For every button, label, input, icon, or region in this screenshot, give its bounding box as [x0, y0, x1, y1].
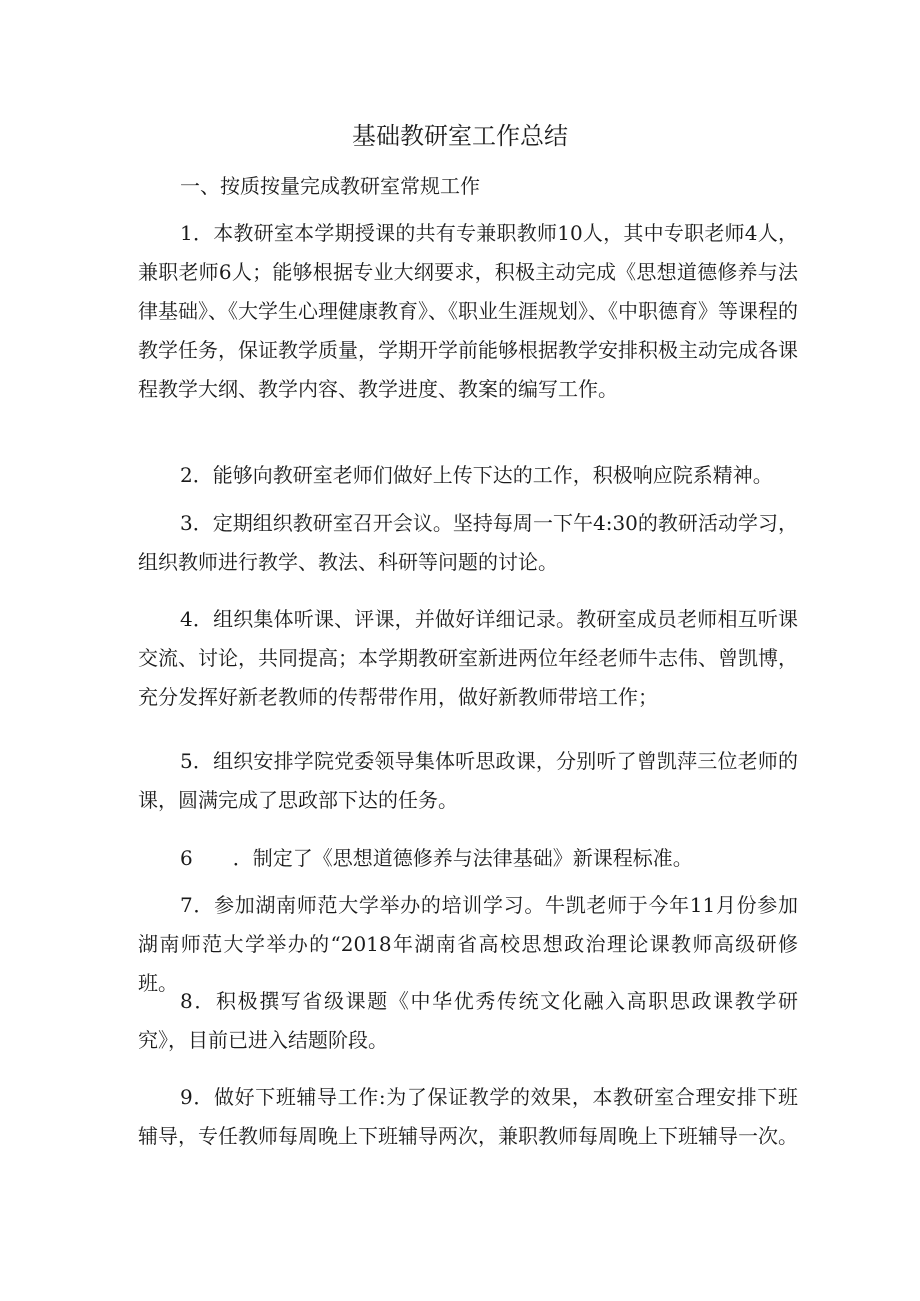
paragraph-4: 4．组织集体听课、评课，并做好详细记录。教研室成员老师相互听课交流、讨论，共同提高；本学期教研室新进两位年经老师牛志伟、曾凯博，充分发挥好新老教师的传帮带作用，做好新教师带培工作； [138, 607, 798, 709]
section-heading: 一、按质按量完成教研室常规工作 [180, 174, 480, 198]
document-title: 基础教研室工作总结 [352, 122, 568, 150]
paragraph-7: 7．参加湖南师范大学举办的培训学习。牛凯老师于今年11月份参加湖南师范大学举办的“2018年湖南省高校思想政治理论课教师高级研修班。 [138, 893, 798, 995]
paragraph-6: 6 ．制定了《思想道德修养与法律基础》新课程标准。 [180, 846, 693, 870]
paragraph-1: 1．本教研室本学期授课的共有专兼职教师10人，其中专职老师4人，兼职老师6人；能够根据专业大纲要求，积极主动完成《思想道德修养与法律基础》、《大学生心理健康教育》、《职业生涯规划》、《中职德育》等课程的教学任务，保证教学质量，学期开学前能够根据教学安排积极主动完成各课程教学大纲、教学内容、教学进度、教案的编写工作。 [138, 221, 798, 401]
paragraph-3: 3．定期组织教研室召开会议。坚持每周一下午4:30的教研活动学习，组织教师进行教学、教法、科研等问题的讨论。 [138, 511, 798, 574]
paragraph-8: 8．积极撰写省级课题《中华优秀传统文化融入高职思政课教学研究》，目前已进入结题阶段。 [138, 989, 798, 1052]
paragraph-2: 2．能够向教研室老师们做好上传下达的工作，积极响应院系精神。 [180, 463, 773, 487]
paragraph-5: 5．组织安排学院党委领导集体听思政课，分别听了曾凯萍三位老师的课，圆满完成了思政部下达的任务。 [138, 749, 798, 812]
paragraph-9: 9．做好下班辅导工作:为了保证教学的效果，本教研室合理安排下班辅导，专任教师每周晚上下班辅导两次，兼职教师每周晚上下班辅导一次。 [138, 1085, 798, 1148]
